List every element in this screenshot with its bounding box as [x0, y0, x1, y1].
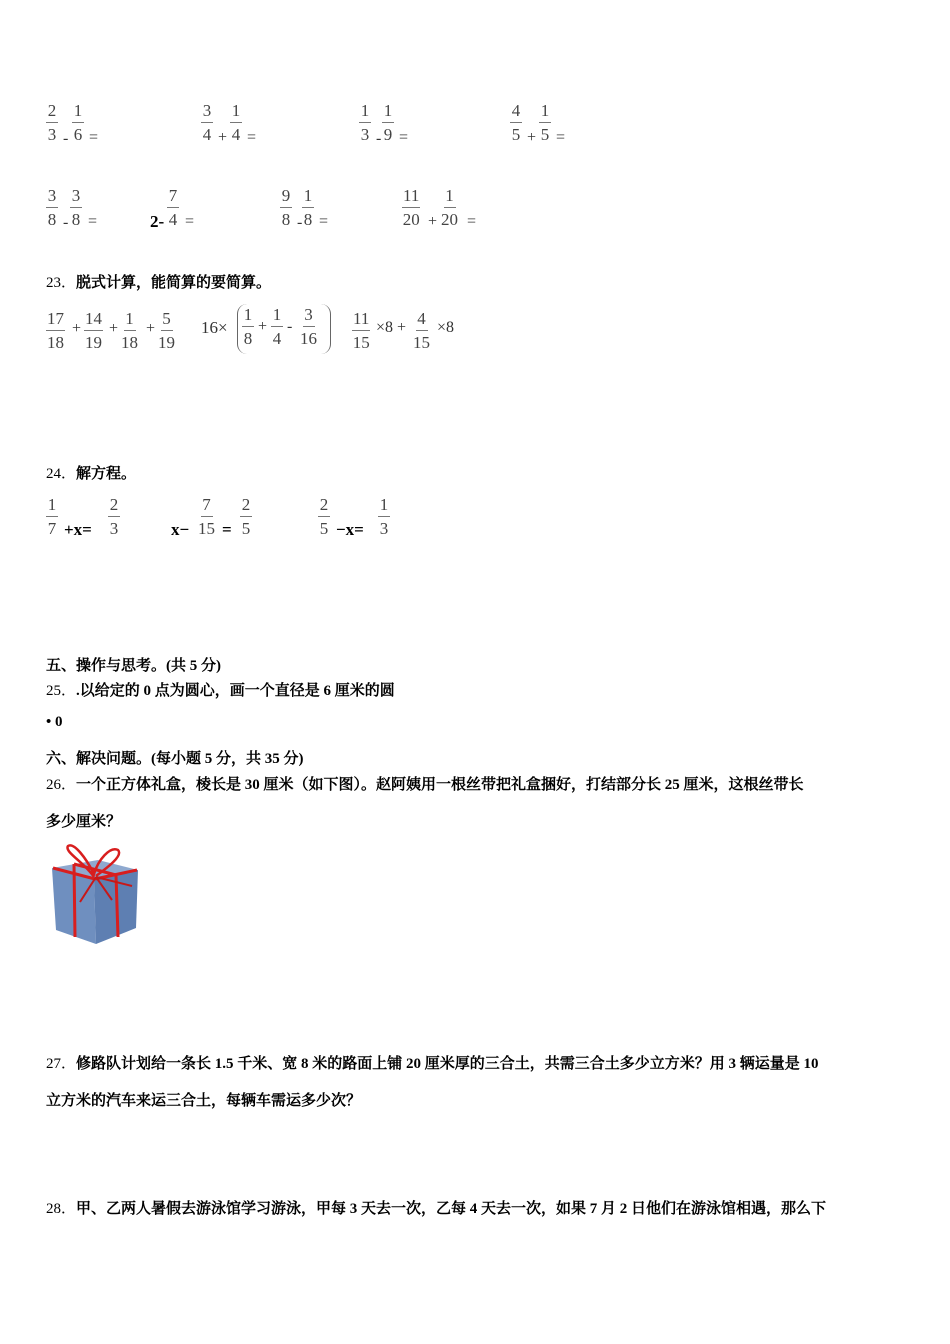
fraction: $\frac{3}{4}$ — [202, 101, 212, 144]
fraction: $\frac{3}{16}$ — [300, 305, 317, 348]
fraction: $\frac{1}{7}$ — [47, 495, 57, 538]
section-5-heading: 五、操作与思考。(共 5 分) — [46, 658, 221, 674]
fraction: $\frac{2}{5}$ — [241, 495, 251, 538]
question-26: 26．一个正方体礼盒，棱长是 30 厘米（如下图）。赵阿姨用一根丝带把礼盒捆好，打结部分长 25 厘米，这根丝带长 — [46, 777, 804, 793]
section-6-heading: 六、解决问题。(每小题 5 分，共 35 分) — [46, 751, 304, 767]
fraction: $\frac{1}{8}$ — [243, 305, 253, 348]
fraction: $\frac{17}{18}$ — [47, 309, 64, 352]
fraction: $\frac{3}{8}$ — [47, 186, 57, 229]
center-point: • 0 — [46, 714, 63, 730]
fraction: $\frac{1}{18}$ — [121, 309, 138, 352]
fraction: $\frac{1}{8}$ — [303, 186, 313, 229]
question-27-line-2: 立方米的汽车来运三合土，每辆车需运多少次？ — [46, 1093, 362, 1109]
question-26-line-2: 多少厘米？ — [46, 814, 122, 830]
question-24: 24．解方程。 — [46, 466, 137, 482]
question-25: 25．.以给定的 0 点为圆心，画一个直径是 6 厘米的圆 — [46, 683, 395, 699]
fraction: $\frac{1}{5}$ — [540, 101, 550, 144]
fraction: $\frac{1}{6}$ — [73, 101, 83, 144]
fraction: $\frac{1}{9}$ — [383, 101, 393, 144]
question-27: 27．修路队计划给一条长 1.5 千米、宽 8 米的路面上铺 20 厘米厚的三合土，共需三合土多少立方米？用 3 辆运量是 10 — [46, 1056, 819, 1072]
fraction: $\frac{1}{4}$ — [272, 305, 282, 348]
fraction: $\frac{2}{5}$ — [319, 495, 329, 538]
fraction: $\frac{1}{3}$ — [379, 495, 389, 538]
fraction: $\frac{2}{3}$ — [47, 101, 57, 144]
fraction: $\frac{1}{4}$ — [231, 101, 241, 144]
fraction: $\frac{1}{20}$ — [441, 186, 458, 229]
fraction: $\frac{7}{15}$ — [198, 495, 215, 538]
question-28: 28．甲、乙两人暑假去游泳馆学习游泳，甲每 3 天去一次，乙每 4 天去一次，如果 7 月 2 日他们在游泳馆相遇，那么下 — [46, 1201, 827, 1217]
gift-box-image — [46, 842, 142, 946]
fraction: $\frac{11}{15}$ — [352, 309, 370, 352]
fraction: $\frac{2}{3}$ — [109, 495, 119, 538]
fraction: $\frac{3}{8}$ — [71, 186, 81, 229]
fraction: $\frac{7}{4}$ — [168, 186, 178, 229]
fraction: $\frac{4}{5}$ — [511, 101, 521, 144]
question-23: 23．脱式计算，能简算的要简算。 — [46, 275, 272, 291]
fraction: $\frac{14}{19}$ — [85, 309, 102, 352]
fraction: $\frac{5}{19}$ — [158, 309, 175, 352]
fraction: $\frac{1}{3}$ — [360, 101, 370, 144]
fraction: $\frac{9}{8}$ — [281, 186, 291, 229]
fraction: $\frac{11}{20}$ — [402, 186, 420, 229]
fraction: $\frac{4}{15}$ — [413, 309, 430, 352]
